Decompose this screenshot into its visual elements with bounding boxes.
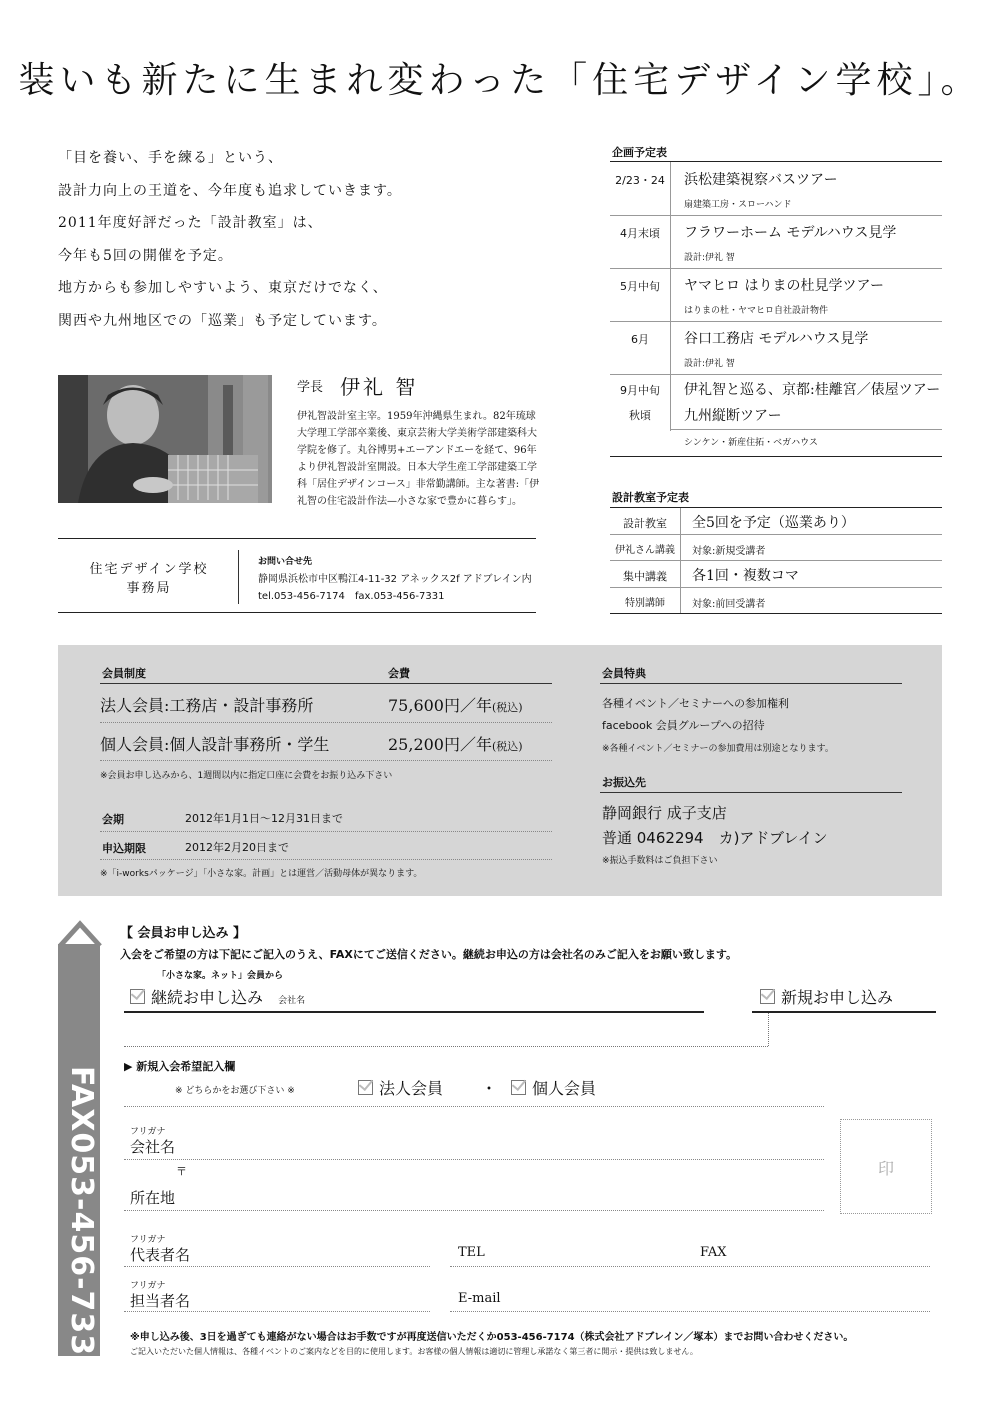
divider [100, 831, 552, 832]
term-label: 会期 [102, 813, 124, 826]
classroom-label: 伊礼さん講義 [615, 545, 675, 556]
checkbox-continuing[interactable] [130, 989, 145, 1004]
schedule-event: 谷口工務店 モデルハウス見学 [684, 331, 869, 347]
schedule-row [610, 402, 942, 448]
classroom-text: 各1回・複数コマ [692, 568, 799, 584]
profile-bio: 伊礼智設計室主宰。1959年沖縄県生まれ。82年琉球大学理工学部卒業後、東京芸術大学美術学部建築科大学院を修了。丸谷博男+エーアンドエーを経て、96年より伊礼智設計室開設。日本大学生産工学部建築工学科「居住デザインコース」非常勤講師。主な著書:「伊礼智の住宅設計作法—小さな家で豊かに暮らす」。 [297, 411, 540, 507]
footer-note: ※申し込み後、3日を過ぎても連絡がない場合はお手数ですが再度送信いただくか053-456-7174（株式会社アドブレイン／塚本）までお問い合わせください。 [130, 1332, 854, 1343]
classroom-text: 対象:前回受講者 [692, 599, 766, 610]
divider [600, 683, 902, 684]
indiv-option[interactable] [511, 1076, 596, 1099]
continuing-option[interactable] [130, 985, 305, 1008]
corp-fee-value: 75,600円／年 [388, 696, 492, 715]
divider [670, 429, 942, 430]
divider [100, 683, 552, 684]
deadline-value: 2012年2月20日まで [185, 841, 289, 854]
schedule-event: 伊礼智と巡る、京都:桂離宮／俵屋ツアー [684, 382, 941, 398]
divider [100, 722, 552, 723]
new-label: 新規お申し込み [781, 988, 894, 1007]
furigana-label: フリガナ [130, 1235, 166, 1245]
indiv-label: 個人会員 [532, 1079, 597, 1098]
tax-note: (税込) [492, 701, 523, 714]
fee-head: 会費 [388, 667, 410, 680]
classroom-row [610, 508, 942, 534]
schedule-detail: シンケン・新産住拓・ベガハウス [684, 438, 818, 448]
company-label: 会社名 [130, 1138, 176, 1156]
rep-label: 代表者名 [130, 1246, 191, 1264]
corp-label: 法人会員 [379, 1079, 444, 1098]
schedule-row [610, 321, 942, 374]
intro-line: 設計力向上の王道を、今年度も追求していきます。 [58, 182, 402, 199]
continuing-company-field[interactable] [124, 1011, 704, 1013]
intro-line: 関西や九州地区での「巡業」も予定しています。 [58, 312, 387, 329]
schedule-date: 9月中旬 [620, 384, 660, 397]
new-option[interactable] [760, 985, 893, 1008]
rep-field[interactable] [124, 1266, 430, 1267]
classroom-label: 集中講義 [623, 570, 667, 583]
divider [600, 792, 902, 793]
schedule-date: 5月中旬 [620, 280, 660, 293]
deadline-label: 申込期限 [102, 842, 146, 855]
profile-title: 学長 [297, 380, 324, 395]
schedule-detail: 扇建築工房・スローハンド [684, 200, 792, 210]
corp-label: 法人会員:工務店・設計事務所 [100, 696, 314, 715]
schedule-event: ヤマヒロ はりまの杜見学ツアー [684, 278, 885, 294]
divider [238, 550, 239, 604]
classroom-title: 設計教室予定表 [612, 491, 689, 504]
divider [58, 538, 536, 539]
schedule-detail: 設計:伊礼 智 [684, 253, 735, 263]
divider [124, 1106, 824, 1107]
address-field[interactable] [124, 1210, 824, 1211]
intro-line: 地方からも参加しやすいよう、東京だけでなく、 [58, 280, 388, 296]
contact-address: 静岡県浜松市中区鴨江4-11-32 アネックス2f アドブレイン内 [258, 574, 532, 585]
schedule-event: フラワーホーム モデルハウス見学 [684, 225, 897, 241]
office-name-line: 事務局 [126, 581, 172, 596]
schedule-row [610, 374, 942, 402]
corp-fee [388, 693, 523, 716]
fax-label: FAX [700, 1245, 727, 1260]
intro-line: 「目を養い、手を練る」という、 [58, 150, 283, 166]
classroom-text: 対象:新規受講者 [692, 546, 766, 557]
benefit-item: facebook 会員グループへの招待 [602, 719, 765, 732]
tax-note: (税込) [492, 740, 523, 753]
headline: 装いも新たに生まれ変わった「住宅デザイン学校」。 [18, 60, 982, 101]
checkbox-indiv[interactable] [511, 1080, 526, 1095]
classroom-row [610, 534, 942, 560]
seal-box [840, 1119, 932, 1214]
corp-option[interactable] [358, 1076, 443, 1099]
classroom-label: 設計教室 [623, 517, 667, 530]
company-field[interactable] [124, 1159, 824, 1160]
office-name-line: 住宅デザイン学校 [89, 562, 209, 577]
furigana-label: フリガナ [130, 1127, 166, 1137]
checkbox-corp[interactable] [358, 1080, 373, 1095]
email-field[interactable] [450, 1311, 930, 1312]
connector [124, 1046, 768, 1047]
contact-phone: tel.053-456-7174 fax.053-456-7331 [258, 591, 445, 602]
contact-label: お問い合せ先 [258, 557, 313, 567]
divider [100, 760, 552, 761]
continuing-label: 継続お申し込み [151, 988, 264, 1007]
classroom-label: 特別講師 [625, 598, 665, 609]
membership-panel [58, 645, 942, 896]
person-label: 担当者名 [130, 1292, 191, 1310]
transfer-note: ※会員お申し込みから、1週間以内に指定口座に会費をお振り込み下さい [100, 771, 393, 781]
schedule-event: 九州縦断ツアー [684, 408, 782, 424]
office-name [60, 560, 238, 598]
term-value: 2012年1月1日〜12月31日まで [185, 812, 343, 825]
divider [610, 613, 942, 614]
fax-number [57, 1066, 101, 1379]
divider [610, 456, 942, 457]
benefits-head: 会員特典 [602, 667, 646, 680]
choose-note: ※ どちらかをお選び下さい ※ [175, 1086, 295, 1096]
contact-info [258, 554, 532, 605]
intro-line: 2011年度好評だった「設計教室」は、 [58, 215, 323, 231]
schedule-date: 6月 [631, 333, 649, 346]
connector [768, 1013, 769, 1046]
new-section-label: ▶ 新規入会希望記入欄 [124, 1060, 236, 1073]
tel-fax-field[interactable] [450, 1266, 930, 1267]
form-title: 【 会員お申し込み 】 [120, 926, 247, 941]
seal-label: 印 [877, 1159, 894, 1178]
benefit-item: 各種イベント／セミナーへの参加権利 [602, 697, 789, 710]
tel-label: TEL [458, 1245, 485, 1260]
continuing-prefix: 「小さな家。ネット」会員から [157, 971, 284, 981]
schedule-title: 企画予定表 [612, 146, 667, 159]
schedule-event: 浜松建築視察バスツアー [684, 172, 838, 188]
intro-text [58, 142, 402, 337]
fax-number-text: FAX053-456-7331 [64, 1066, 99, 1379]
furigana-label: フリガナ [130, 1281, 166, 1291]
classroom-text: 全5回を予定（巡業あり） [692, 515, 855, 531]
indiv-label: 個人会員:個人設計事務所・学生 [100, 735, 330, 754]
privacy-note: ご記入いただいた個人情報は、各種イベントのご案内などを目的に使用します。お客様の個人情報は適切に管理し承諾なく第三者に開示・提供は致しません。 [130, 1347, 698, 1356]
divider [100, 859, 552, 860]
bank-line: 静岡銀行 成子支店 [602, 804, 727, 822]
company-small-label: 会社名 [278, 996, 306, 1006]
divider [58, 612, 536, 613]
schedule-row [610, 215, 942, 268]
bank-line: 普通 0462294 カ)アドブレイン [602, 829, 828, 847]
principal-photo [58, 375, 272, 503]
schedule-detail: 設計:伊礼 智 [684, 359, 735, 369]
schedule-row [610, 162, 942, 215]
address-label: 所在地 [130, 1189, 176, 1207]
schedule-detail: はりまの杜・ヤマヒロ自社設計物件 [684, 306, 829, 316]
email-label: E-mail [458, 1291, 501, 1306]
schedule-date: 秋頃 [629, 409, 651, 422]
ops-note: ※「i-worksパッケージ」「小さな家。計画」とは運営／活動母体が異なります。 [100, 869, 423, 879]
benefit-note: ※各種イベント／セミナーの参加費用は別途となります。 [602, 744, 834, 754]
checkbox-new[interactable] [760, 989, 775, 1004]
classroom-row [610, 560, 942, 587]
schedule-row [610, 268, 942, 321]
form-instructions: 入会をご希望の方は下記にご記入のうえ、FAXにてご送信ください。継続お申込の方は会社名のみご記入をお願い致します。 [120, 948, 738, 961]
indiv-fee [388, 732, 523, 755]
bank-head: お振込先 [602, 776, 646, 789]
separator-dot: ・ [481, 1079, 498, 1098]
indiv-fee-value: 25,200円／年 [388, 735, 492, 754]
schedule-date: 4月末頃 [620, 227, 660, 240]
intro-line: 今年も5回の開催を予定。 [58, 247, 233, 264]
divider [752, 1011, 936, 1013]
schedule-date: 2/23・24 [615, 174, 665, 187]
bank-note: ※振込手数料はご負担下さい [602, 856, 718, 866]
postal-mark: 〒 [176, 1165, 187, 1178]
classroom-row [610, 587, 942, 613]
person-field[interactable] [124, 1311, 430, 1312]
system-head: 会員制度 [102, 667, 146, 680]
profile-name: 伊礼 智 [340, 375, 419, 399]
